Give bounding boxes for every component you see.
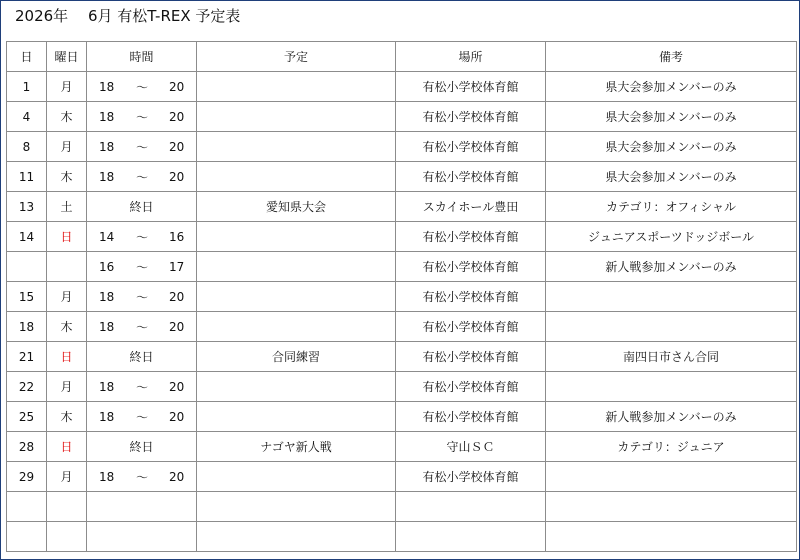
cell-day: 11 [7, 162, 47, 192]
header-day: 日 [7, 42, 47, 72]
time-separator: ～ [136, 380, 149, 394]
cell-plan [197, 252, 396, 282]
table-row [7, 102, 797, 132]
time-start: 16 [99, 259, 115, 274]
table-row [7, 252, 797, 282]
cell-time [87, 312, 197, 342]
cell-day [7, 492, 47, 522]
time-separator: ～ [136, 170, 149, 184]
time-end: 20 [169, 319, 185, 334]
cell-weekday: 木 [47, 312, 87, 342]
cell-weekday: 土 [47, 192, 87, 222]
cell-place [396, 522, 546, 552]
all-day-text: 終日 [129, 200, 154, 214]
cell-weekday: 月 [47, 132, 87, 162]
cell-plan [197, 282, 396, 312]
header-note: 備考 [546, 42, 797, 72]
time-separator: ～ [136, 290, 149, 304]
cell-plan [197, 102, 396, 132]
table-row [7, 312, 797, 342]
time-end: 20 [169, 379, 185, 394]
cell-plan [197, 462, 396, 492]
cell-note [546, 522, 797, 552]
time-start: 18 [99, 319, 115, 334]
cell-note: 南四日市さん合同 [546, 342, 797, 372]
cell-time [87, 72, 197, 102]
cell-weekday: 日 [47, 222, 87, 252]
cell-note: 県大会参加メンバーのみ [546, 162, 797, 192]
cell-time [87, 132, 197, 162]
time-end: 17 [169, 259, 185, 274]
cell-time [87, 102, 197, 132]
cell-weekday: 木 [47, 162, 87, 192]
cell-place [396, 492, 546, 522]
cell-plan [197, 222, 396, 252]
cell-note: 新人戦参加メンバーのみ [546, 402, 797, 432]
time-start: 18 [99, 469, 115, 484]
cell-time [87, 162, 197, 192]
time-start: 18 [99, 409, 115, 424]
all-day-text: 終日 [129, 440, 154, 454]
cell-note: 県大会参加メンバーのみ [546, 132, 797, 162]
cell-plan [197, 72, 396, 102]
cell-day: 25 [7, 402, 47, 432]
time-start: 18 [99, 169, 115, 184]
cell-place: 有松小学校体育館 [396, 72, 546, 102]
table-row [7, 522, 797, 552]
table-row [7, 162, 797, 192]
header-plan: 予定 [197, 42, 396, 72]
cell-day: 21 [7, 342, 47, 372]
table-row [7, 492, 797, 522]
cell-note: 県大会参加メンバーのみ [546, 72, 797, 102]
table-row [7, 132, 797, 162]
cell-place: 有松小学校体育館 [396, 462, 546, 492]
cell-place: 有松小学校体育館 [396, 252, 546, 282]
cell-place: 有松小学校体育館 [396, 282, 546, 312]
time-separator: ～ [136, 80, 149, 94]
time-start: 18 [99, 79, 115, 94]
time-end: 20 [169, 469, 185, 484]
cell-time [87, 462, 197, 492]
cell-place: 有松小学校体育館 [396, 132, 546, 162]
schedule-table [6, 41, 797, 552]
time-separator: ～ [136, 230, 149, 244]
cell-plan [197, 372, 396, 402]
cell-note: ジュニアスポーツドッジボール [546, 222, 797, 252]
cell-time [87, 492, 197, 522]
cell-day: 22 [7, 372, 47, 402]
cell-time [87, 402, 197, 432]
cell-note [546, 282, 797, 312]
cell-place: 有松小学校体育館 [396, 402, 546, 432]
cell-weekday: 日 [47, 342, 87, 372]
header-place: 場所 [396, 42, 546, 72]
cell-place: 有松小学校体育館 [396, 162, 546, 192]
time-start: 18 [99, 289, 115, 304]
cell-plan: 愛知県大会 [197, 192, 396, 222]
cell-place: スカイホール豊田 [396, 192, 546, 222]
cell-note: カテゴリ：ジュニア [546, 432, 797, 462]
table-row [7, 222, 797, 252]
table-row [7, 402, 797, 432]
time-end: 20 [169, 169, 185, 184]
cell-weekday: 木 [47, 402, 87, 432]
table-header-row [7, 42, 797, 72]
cell-weekday: 月 [47, 72, 87, 102]
cell-time [87, 522, 197, 552]
cell-day: 8 [7, 132, 47, 162]
cell-plan [197, 522, 396, 552]
table-row [7, 72, 797, 102]
time-start: 18 [99, 379, 115, 394]
time-separator: ～ [136, 260, 149, 274]
time-separator: ～ [136, 320, 149, 334]
cell-weekday: 月 [47, 462, 87, 492]
time-end: 20 [169, 109, 185, 124]
header-weekday: 曜日 [47, 42, 87, 72]
cell-note: 県大会参加メンバーのみ [546, 102, 797, 132]
time-end: 20 [169, 79, 185, 94]
time-end: 20 [169, 409, 185, 424]
cell-weekday [47, 492, 87, 522]
cell-time [87, 192, 197, 222]
table-row [7, 342, 797, 372]
cell-time [87, 252, 197, 282]
cell-day [7, 522, 47, 552]
page-title: 2026年 6月 有松T-REX 予定表 [15, 7, 241, 25]
cell-plan: 合同練習 [197, 342, 396, 372]
all-day-text: 終日 [129, 350, 154, 364]
cell-note [546, 492, 797, 522]
cell-note [546, 372, 797, 402]
cell-note: カテゴリ：オフィシャル [546, 192, 797, 222]
cell-place: 有松小学校体育館 [396, 102, 546, 132]
time-end: 20 [169, 289, 185, 304]
cell-plan [197, 402, 396, 432]
cell-time [87, 342, 197, 372]
cell-plan [197, 162, 396, 192]
cell-day: 13 [7, 192, 47, 222]
cell-plan [197, 132, 396, 162]
cell-day: 18 [7, 312, 47, 342]
cell-note: 新人戦参加メンバーのみ [546, 252, 797, 282]
cell-weekday [47, 522, 87, 552]
cell-weekday: 木 [47, 102, 87, 132]
table-row [7, 372, 797, 402]
cell-note [546, 462, 797, 492]
time-start: 18 [99, 109, 115, 124]
time-separator: ～ [136, 410, 149, 424]
cell-plan [197, 492, 396, 522]
time-separator: ～ [136, 110, 149, 124]
cell-day: 28 [7, 432, 47, 462]
table-body [7, 72, 797, 552]
cell-note [546, 312, 797, 342]
cell-place: 有松小学校体育館 [396, 342, 546, 372]
cell-weekday: 日 [47, 432, 87, 462]
cell-place: 有松小学校体育館 [396, 312, 546, 342]
table-row [7, 282, 797, 312]
cell-time [87, 282, 197, 312]
table-row [7, 462, 797, 492]
cell-time [87, 432, 197, 462]
cell-weekday: 月 [47, 372, 87, 402]
header-time: 時間 [87, 42, 197, 72]
cell-day: 4 [7, 102, 47, 132]
cell-weekday [47, 252, 87, 282]
time-end: 16 [169, 229, 185, 244]
cell-day: 15 [7, 282, 47, 312]
cell-day [7, 252, 47, 282]
time-separator: ～ [136, 470, 149, 484]
time-start: 18 [99, 139, 115, 154]
cell-plan [197, 312, 396, 342]
cell-place: 有松小学校体育館 [396, 372, 546, 402]
cell-day: 14 [7, 222, 47, 252]
cell-time [87, 372, 197, 402]
cell-day: 29 [7, 462, 47, 492]
table-row [7, 192, 797, 222]
cell-place: 守山ＳＣ [396, 432, 546, 462]
time-end: 20 [169, 139, 185, 154]
table-row [7, 432, 797, 462]
cell-weekday: 月 [47, 282, 87, 312]
cell-time [87, 222, 197, 252]
cell-day: 1 [7, 72, 47, 102]
time-start: 14 [99, 229, 115, 244]
time-separator: ～ [136, 140, 149, 154]
cell-plan: ナゴヤ新人戦 [197, 432, 396, 462]
cell-place: 有松小学校体育館 [396, 222, 546, 252]
